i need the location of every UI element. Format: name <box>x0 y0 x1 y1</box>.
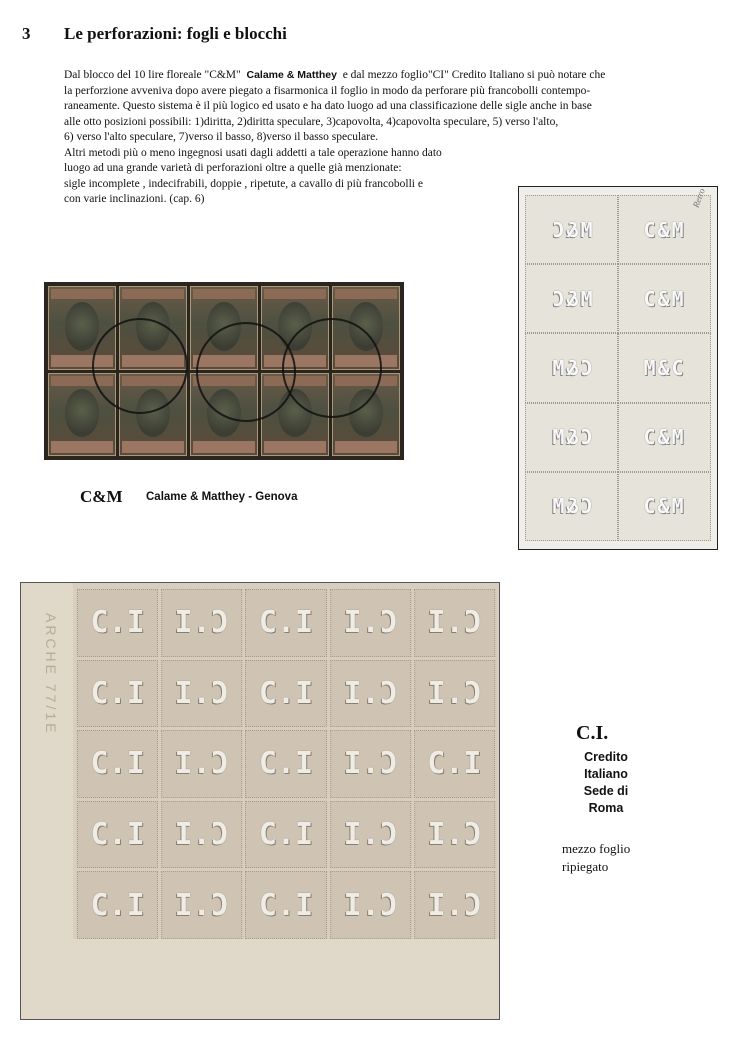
paragraph-line: la perforzione avveniva dopo avere piegato a fisarmonica il foglio in modo da perforare più francobolli contempo- <box>64 84 591 97</box>
stamp-strip-reverse <box>518 186 718 550</box>
caption-ci-name <box>570 749 642 817</box>
page-number: 3 <box>22 24 31 43</box>
perfin-cell: C.I <box>77 871 158 939</box>
caption-line: Italiano <box>584 767 628 781</box>
perfin-cell: C&M <box>525 472 618 541</box>
perfin-cell: C.I <box>161 871 242 939</box>
text-fragment: Dal blocco del 10 lire floreale "C&M" <box>64 69 241 81</box>
perfin-cell: M&C <box>525 264 618 333</box>
paragraph-line: alle otto posizioni possibili: 1)diritta, 2)diritta speculare, 3)capovolta, 4)capovolta speculare, 5) verso l'alto, <box>64 115 559 128</box>
perfin-cell: C&M <box>525 333 618 402</box>
page-title: Le perforazioni: fogli e blocchi <box>64 24 287 43</box>
perfin-cell: M&C <box>525 195 618 264</box>
paragraph-line: Altri metodi più o meno ingegnosi usati dagli addetti a tale operazione hanno dato <box>64 146 442 159</box>
perfin-cell: C&M <box>618 472 711 541</box>
perfin-cell: C&M <box>618 195 711 264</box>
perfin-cell: C.I <box>330 660 411 728</box>
perfin-cell: M&C <box>618 333 711 402</box>
perfin-cell: C.I <box>161 589 242 657</box>
paragraph-line: 6) verso l'alto speculare, 7)verso il basso, 8)verso il basso speculare. <box>64 131 379 143</box>
company-name: Calame & Matthey <box>246 69 337 81</box>
perfin-cell: C&M <box>618 264 711 333</box>
perfin-cell: C.I <box>330 801 411 869</box>
strip-grid <box>525 195 711 541</box>
perfin-cell: C.I <box>330 871 411 939</box>
paragraph-line <box>64 68 694 84</box>
perfin-cell: C.I <box>245 801 326 869</box>
sheet-margin-bottom <box>21 939 499 1019</box>
perfin-cell: C.I <box>245 660 326 728</box>
perfin-cell: C.I <box>245 730 326 798</box>
caption-line: mezzo foglio <box>562 841 631 856</box>
perfin-cell: C.I <box>77 730 158 798</box>
sheet-margin-text: ARCHE 77/1E <box>43 613 59 736</box>
perfin-cell: C.I <box>414 871 495 939</box>
postmark <box>196 322 296 422</box>
stamp-sheet-ci <box>20 582 500 1020</box>
caption-ci-note <box>562 840 630 876</box>
caption-line: Credito <box>584 750 628 764</box>
postmark <box>92 318 188 414</box>
paragraph-line: raneamente. Questo sistema è il più logico ed usato e ha dato luogo ad una classificazione delle sigle anche in base <box>64 100 592 112</box>
perfin-cell: C.I <box>330 589 411 657</box>
perfin-cell: C&M <box>618 403 711 472</box>
handwritten-note: Retro <box>691 187 708 209</box>
ci-grid <box>77 589 495 939</box>
perfin-cell: C.I <box>414 730 495 798</box>
caption-line: Roma <box>588 801 624 815</box>
perfin-cell: C.I <box>161 801 242 869</box>
perfin-cell: C.I <box>77 589 158 657</box>
perfin-cell: C.I <box>330 730 411 798</box>
text-fragment: e dal mezzo foglio"CI" Credito Italiano si può notare che <box>342 69 606 81</box>
perfin-cell: C.I <box>414 589 495 657</box>
paragraph-line: luogo ad una grande varietà di perforazioni oltre a quelle già menzionate: <box>64 162 402 174</box>
paragraph-line: sigle incomplete , indecifrabili, doppie , ripetute, a cavallo di più francobolli e <box>64 177 423 190</box>
caption-line: ripiegato <box>562 859 609 874</box>
perfin-cell: C.I <box>77 801 158 869</box>
perfin-cell: C.I <box>245 589 326 657</box>
perfin-cell: C.I <box>245 871 326 939</box>
perfin-cell: C.I <box>161 730 242 798</box>
perfin-cell: C&M <box>525 403 618 472</box>
stamp-block-cm <box>44 282 404 460</box>
caption-cm-abbr: C&M <box>80 487 123 506</box>
perfin-cell: C.I <box>77 660 158 728</box>
paragraph-line: con varie inclinazioni. (cap. 6) <box>64 193 205 205</box>
perfin-cell: C.I <box>161 660 242 728</box>
caption-line: Sede di <box>583 784 629 798</box>
caption-cm-name: Calame & Matthey - Genova <box>146 491 298 503</box>
perfin-cell: C.I <box>414 660 495 728</box>
caption-ci-abbr: C.I. <box>576 722 609 744</box>
perfin-cell: C.I <box>414 801 495 869</box>
postmark <box>282 318 382 418</box>
